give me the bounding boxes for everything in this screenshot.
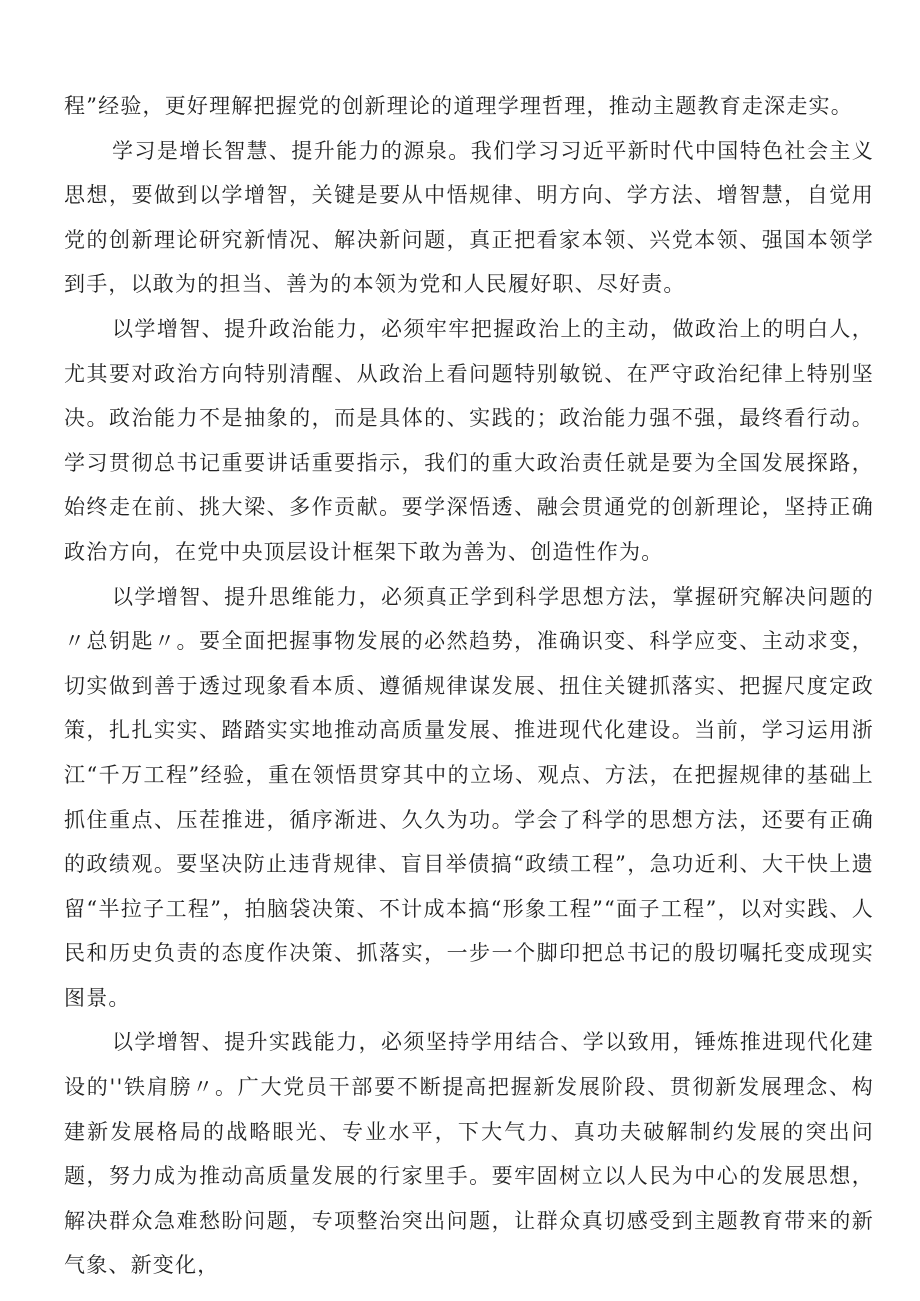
document-body [64, 84, 874, 1288]
paragraph-continuation: 程”经验，更好理解把握党的创新理论的道理学理哲理，推动主题教育走深走实。 [64, 94, 853, 118]
paragraph-learning-wisdom: 学习是增长智慧、提升能力的源泉。我们学习习近平新时代中国特色社会主义思想，要做到以学增智，关键是要从中悟规律、明方向、学方法、增智慧，自觉用党的创新理论研究新情况、解决新问题，真正把看家本领、兴党本领、强国本领学到手，以敢为的担当、善为的本领为党和人民履好职、尽好责。 [64, 138, 874, 297]
paragraph-political-ability: 以学增智、提升政治能力，必须牢牢把握政治上的主动，做政治上的明白人，尤其要对政治方向特别清醒、从政治上看问题特别敏锐、在严守政治纪律上特别坚决。政治能力不是抽象的，而是具体的、实践的；政治能力强不强，最终看行动。学习贯彻总书记重要讲话重要指示，我们的重大政治责任就是要为全国发展探路，始终走在前、挑大梁、多作贡献。要学深悟透、融会贯通党的创新理论，坚持正确政治方向，在党中央顶层设计框架下敢为善为、创造性作为。 [64, 316, 874, 564]
paragraph-practice-ability: 以学增智、提升实践能力，必须坚持学用结合、学以致用，锤炼推进现代化建设的''铁肩膀〃。广大党员干部要不断提高把握新发展阶段、贯彻新发展理念、构建新发展格局的战略眼光、专业水平，下大气力、真功夫破解制约发展的突出问题，努力成为推动高质量发展的行家里手。要牢固树立以人民为中心的发展思想，解决群众急难愁盼问题，专项整治突出问题，让群众真切感受到主题教育带来的新气象、新变化， [64, 1030, 874, 1278]
paragraph-thinking-ability: 以学增智、提升思维能力，必须真正学到科学思想方法，掌握研究解决问题的〃总钥匙〃。要全面把握事物发展的必然趋势，准确识变、科学应变、主动求变，切实做到善于透过现象看本质、遵循规律谋发展、扭住关键抓落实、把握尺度定政策，扎扎实实、踏踏实实地推动高质量发展、推进现代化建设。当前，学习运用浙江“千万工程”经验，重在领悟贯穿其中的立场、观点、方法，在把握规律的基础上抓住重点、压茬推进，循序渐进、久久为功。学会了科学的思想方法，还要有正确的政绩观。要坚决防止违背规律、盲目举债搞“政绩工程”，急功近利、大干快上遗留“半拉子工程”，拍脑袋决策、不计成本搞“形象工程”“面子工程”，以对实践、人民和历史负责的态度作决策、抓落实，一步一个脚印把总书记的殷切嘱托变成现实图景。 [64, 584, 874, 1010]
